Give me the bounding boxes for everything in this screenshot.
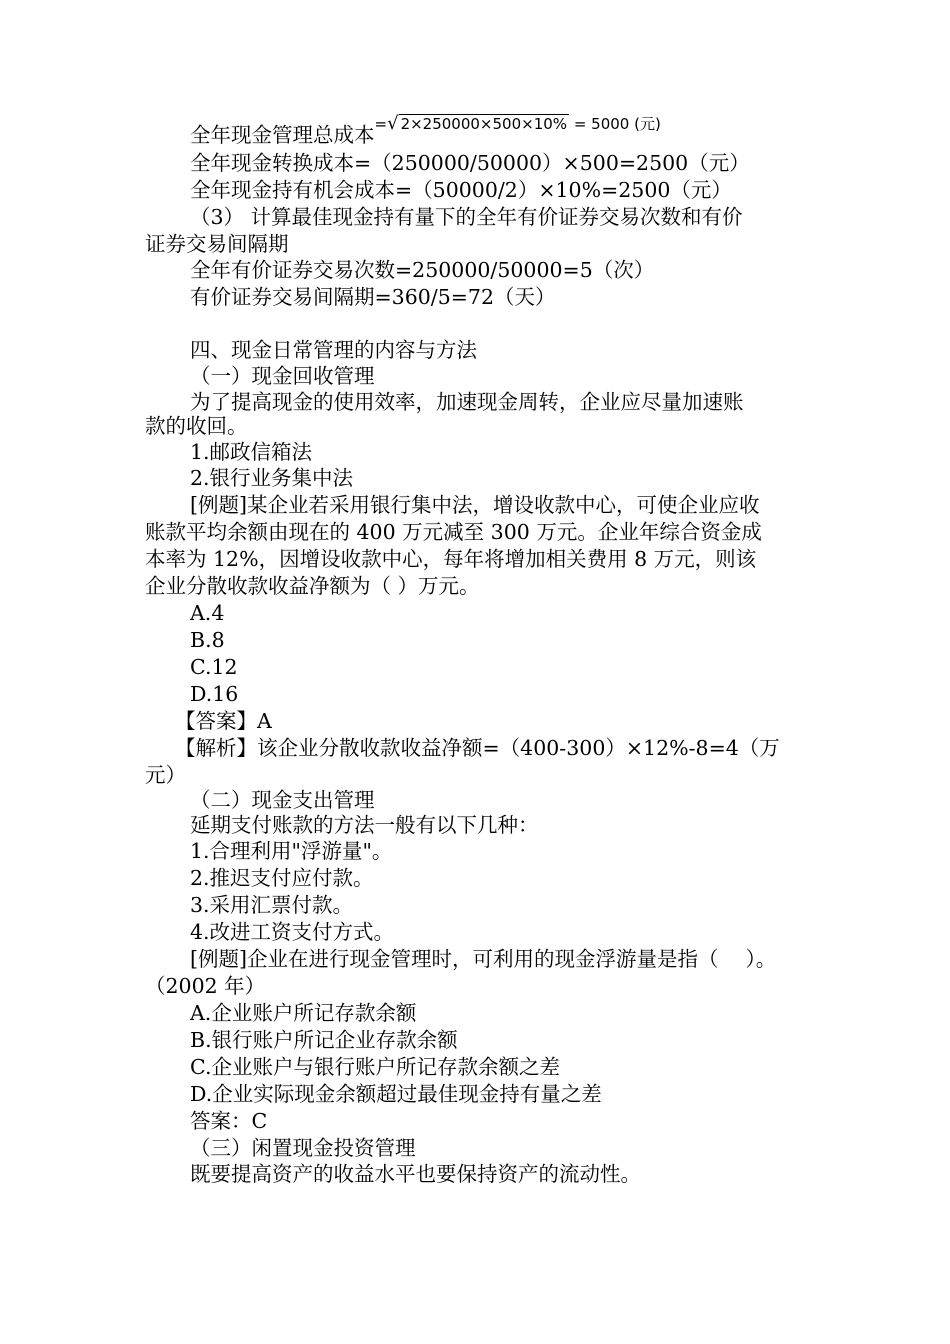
text-line: 延期支付账款的方法一般有以下几种：	[190, 813, 539, 837]
answer-line: 【答案】A	[175, 709, 272, 733]
option-a: A.4	[190, 601, 225, 625]
example-line: [例题]企业在进行现金管理时，可利用的现金浮游量是指（ ）。	[190, 947, 777, 971]
text-line: 证券交易间隔期	[145, 232, 289, 256]
example-line: 账款平均余额由现在的 400 万元减至 300 万元。企业年综合资金成	[145, 520, 762, 544]
option-c: C.企业账户与银行账户所记存款余额之差	[190, 1055, 560, 1079]
list-item: 4.改进工资支付方式。	[190, 920, 395, 944]
sqrt-formula	[375, 114, 661, 133]
list-item: 2.推迟支付应付款。	[190, 866, 374, 890]
formula-label: 全年现金管理总成本	[190, 123, 375, 147]
formula-equals: =	[374, 115, 388, 133]
list-item: 3.采用汇票付款。	[190, 893, 354, 917]
list-item: 2.银行业务集中法	[190, 466, 354, 490]
text-line: 款的收回。	[145, 414, 248, 438]
subsection-heading: （二）现金支出管理	[190, 788, 375, 812]
formula-result: = 5000 (元)	[569, 115, 661, 133]
example-line: 企业分散收款收益净额为（ ）万元。	[145, 574, 480, 598]
option-b: B.银行账户所记企业存款余额	[190, 1028, 458, 1052]
text-line: （3） 计算最佳现金持有量下的全年有价证券交易次数和有价	[190, 205, 743, 229]
sqrt-icon: √	[387, 113, 399, 134]
text-line: 为了提高现金的使用效率，加速现金周转，企业应尽量加速账	[190, 390, 744, 414]
analysis-line: 【解析】该企业分散收款收益净额=（400-300）×12%-8=4（万	[175, 736, 780, 760]
text-line: 全年现金转换成本=（250000/50000）×500=2500（元）	[190, 151, 750, 175]
analysis-line: 元）	[145, 763, 186, 787]
subsection-heading: （一）现金回收管理	[190, 364, 375, 388]
example-line: [例题]某企业若采用银行集中法，增设收款中心，可使企业应收	[190, 493, 760, 517]
text-line: 有价证券交易间隔期=360/5=72（天）	[190, 285, 556, 309]
example-line: 本率为 12%，因增设收款中心，每年将增加相关费用 8 万元，则该	[145, 547, 757, 571]
example-line: （2002 年）	[145, 974, 266, 998]
text-line: 既要提高资产的收益水平也要保持资产的流动性。	[190, 1162, 641, 1186]
list-item: 1.合理利用"浮游量"。	[190, 839, 393, 863]
option-a: A.企业账户所记存款余额	[190, 1001, 417, 1025]
text-line: 全年现金持有机会成本=（50000/2）×10%=2500（元）	[190, 178, 732, 202]
text-line: 全年有价证券交易次数=250000/50000=5（次）	[190, 258, 655, 282]
answer-line: 答案：C	[190, 1109, 268, 1133]
section-heading: 四、现金日常管理的内容与方法	[190, 338, 477, 362]
sqrt-radicand: 2×250000×500×10%	[400, 115, 568, 133]
option-c: C.12	[190, 655, 238, 679]
option-d: D.16	[190, 682, 239, 706]
list-item: 1.邮政信箱法	[190, 440, 313, 464]
option-d: D.企业实际现金余额超过最佳现金持有量之差	[190, 1082, 602, 1106]
option-b: B.8	[190, 628, 225, 652]
formula-total-cost-line	[190, 113, 661, 148]
subsection-heading: （三）闲置现金投资管理	[190, 1136, 416, 1160]
